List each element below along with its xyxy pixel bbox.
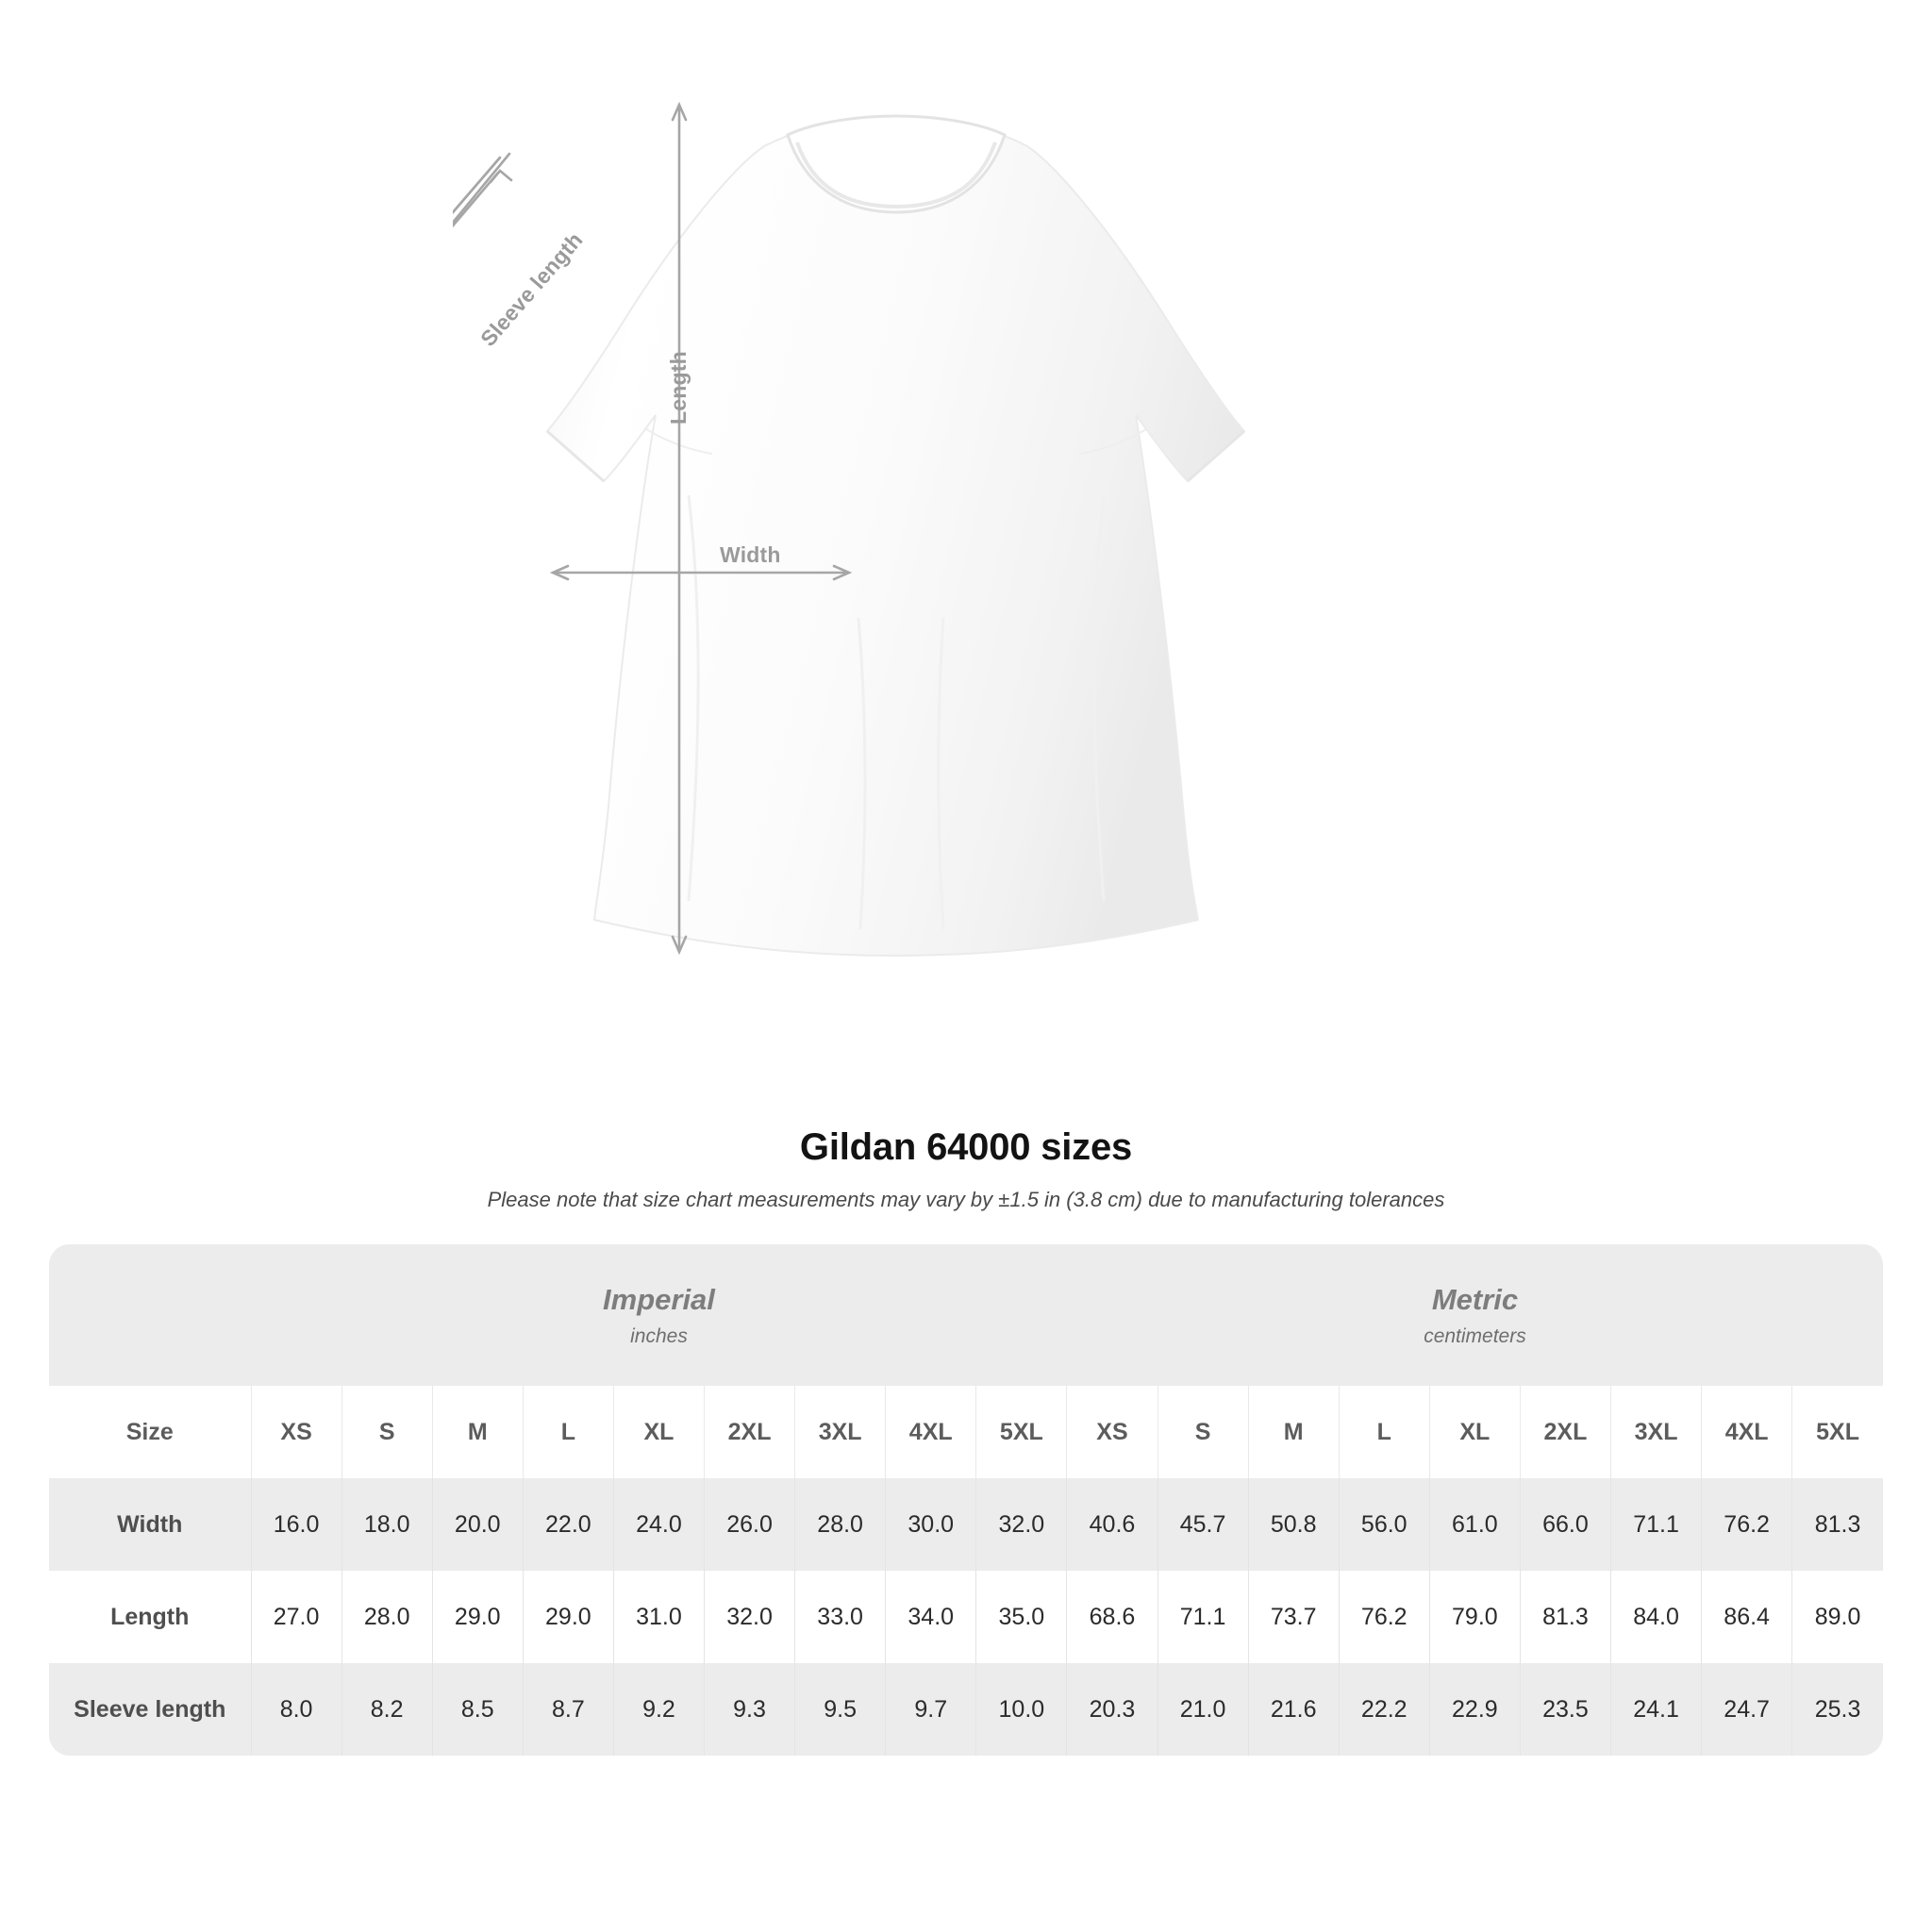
cell-width-metric-m: 50.8 bbox=[1248, 1478, 1339, 1571]
cell-width-imperial-xs: 16.0 bbox=[251, 1478, 341, 1571]
cell-length-metric-2xl: 81.3 bbox=[1520, 1571, 1610, 1663]
cell-width-metric-4xl: 76.2 bbox=[1702, 1478, 1792, 1571]
cell-length-metric-m: 73.7 bbox=[1248, 1571, 1339, 1663]
cell-sleeve-metric-l: 22.2 bbox=[1339, 1663, 1429, 1756]
unit-metric-name: Metric bbox=[1431, 1282, 1519, 1316]
cell-length-metric-3xl: 84.0 bbox=[1611, 1571, 1702, 1663]
unit-spacer bbox=[49, 1244, 251, 1386]
unit-imperial-sub: inches bbox=[630, 1324, 688, 1347]
size-col-metric-4xl: 4XL bbox=[1702, 1386, 1792, 1478]
tolerance-note: Please note that size chart measurements may vary by ±1.5 in (3.8 cm) due to manufacturing tolerances bbox=[487, 1188, 1445, 1211]
size-col-metric-m: M bbox=[1248, 1386, 1339, 1478]
row-label-length: Length bbox=[49, 1571, 251, 1663]
table-row bbox=[49, 1663, 1883, 1756]
cell-width-imperial-xl: 24.0 bbox=[613, 1478, 704, 1571]
cell-sleeve-metric-xl: 22.9 bbox=[1429, 1663, 1520, 1756]
cell-sleeve-metric-xs: 20.3 bbox=[1067, 1663, 1158, 1756]
width-label: Width bbox=[720, 542, 781, 567]
cell-width-metric-3xl: 71.1 bbox=[1611, 1478, 1702, 1571]
cell-length-metric-l: 76.2 bbox=[1339, 1571, 1429, 1663]
cell-width-imperial-3xl: 28.0 bbox=[795, 1478, 886, 1571]
cell-width-metric-xs: 40.6 bbox=[1067, 1478, 1158, 1571]
cell-length-metric-5xl: 89.0 bbox=[1792, 1571, 1883, 1663]
size-col-metric-xs: XS bbox=[1067, 1386, 1158, 1478]
cell-length-metric-s: 71.1 bbox=[1158, 1571, 1248, 1663]
cell-sleeve-imperial-s: 8.2 bbox=[341, 1663, 432, 1756]
cell-width-metric-l: 56.0 bbox=[1339, 1478, 1429, 1571]
unit-metric bbox=[1067, 1244, 1883, 1386]
unit-header-row bbox=[49, 1244, 1883, 1386]
cell-width-imperial-l: 22.0 bbox=[523, 1478, 613, 1571]
cell-length-imperial-4xl: 34.0 bbox=[886, 1571, 976, 1663]
size-header-row bbox=[49, 1386, 1883, 1478]
cell-width-metric-5xl: 81.3 bbox=[1792, 1478, 1883, 1571]
cell-length-metric-4xl: 86.4 bbox=[1702, 1571, 1792, 1663]
cell-width-metric-s: 45.7 bbox=[1158, 1478, 1248, 1571]
size-col-metric-s: S bbox=[1158, 1386, 1248, 1478]
cell-sleeve-imperial-4xl: 9.7 bbox=[886, 1663, 976, 1756]
unit-imperial bbox=[251, 1244, 1067, 1386]
cell-length-imperial-xl: 31.0 bbox=[613, 1571, 704, 1663]
cell-width-imperial-m: 20.0 bbox=[432, 1478, 523, 1571]
cell-length-metric-xs: 68.6 bbox=[1067, 1571, 1158, 1663]
cell-length-metric-xl: 79.0 bbox=[1429, 1571, 1520, 1663]
cell-width-imperial-4xl: 30.0 bbox=[886, 1478, 976, 1571]
sleeve-length-label: Sleeve length bbox=[475, 227, 588, 352]
tshirt-image bbox=[453, 90, 1491, 1075]
cell-sleeve-metric-3xl: 24.1 bbox=[1611, 1663, 1702, 1756]
cell-sleeve-imperial-3xl: 9.5 bbox=[795, 1663, 886, 1756]
cell-sleeve-imperial-m: 8.5 bbox=[432, 1663, 523, 1756]
cell-sleeve-metric-4xl: 24.7 bbox=[1702, 1663, 1792, 1756]
cell-width-imperial-s: 18.0 bbox=[341, 1478, 432, 1571]
size-col-imperial-m: M bbox=[432, 1386, 523, 1478]
cell-length-imperial-xs: 27.0 bbox=[251, 1571, 341, 1663]
size-col-imperial-s: S bbox=[341, 1386, 432, 1478]
cell-length-imperial-s: 28.0 bbox=[341, 1571, 432, 1663]
table-row bbox=[49, 1571, 1883, 1663]
size-col-imperial-3xl: 3XL bbox=[795, 1386, 886, 1478]
size-col-imperial-2xl: 2XL bbox=[705, 1386, 795, 1478]
cell-length-imperial-3xl: 33.0 bbox=[795, 1571, 886, 1663]
size-col-metric-2xl: 2XL bbox=[1520, 1386, 1610, 1478]
cell-length-imperial-l: 29.0 bbox=[523, 1571, 613, 1663]
cell-length-imperial-m: 29.0 bbox=[432, 1571, 523, 1663]
size-col-metric-xl: XL bbox=[1429, 1386, 1520, 1478]
length-label: Length bbox=[666, 351, 691, 425]
size-col-imperial-xl: XL bbox=[613, 1386, 704, 1478]
size-col-metric-5xl: 5XL bbox=[1792, 1386, 1883, 1478]
cell-width-imperial-2xl: 26.0 bbox=[705, 1478, 795, 1571]
size-col-metric-3xl: 3XL bbox=[1611, 1386, 1702, 1478]
unit-imperial-name: Imperial bbox=[603, 1282, 715, 1316]
cell-length-imperial-2xl: 32.0 bbox=[705, 1571, 795, 1663]
cell-sleeve-metric-5xl: 25.3 bbox=[1792, 1663, 1883, 1756]
cell-sleeve-imperial-xl: 9.2 bbox=[613, 1663, 704, 1756]
cell-sleeve-imperial-xs: 8.0 bbox=[251, 1663, 341, 1756]
page-title: Gildan 64000 sizes bbox=[799, 1126, 1133, 1168]
table-row bbox=[49, 1478, 1883, 1571]
cell-sleeve-metric-m: 21.6 bbox=[1248, 1663, 1339, 1756]
cell-sleeve-imperial-l: 8.7 bbox=[523, 1663, 613, 1756]
cell-width-imperial-5xl: 32.0 bbox=[976, 1478, 1067, 1571]
row-label-sleeve-length: Sleeve length bbox=[49, 1663, 251, 1756]
cell-length-imperial-5xl: 35.0 bbox=[976, 1571, 1067, 1663]
unit-metric-sub: centimeters bbox=[1424, 1324, 1526, 1347]
title-block bbox=[0, 1126, 1932, 1212]
cell-sleeve-metric-2xl: 23.5 bbox=[1520, 1663, 1610, 1756]
cell-width-metric-2xl: 66.0 bbox=[1520, 1478, 1610, 1571]
cell-sleeve-metric-s: 21.0 bbox=[1158, 1663, 1248, 1756]
cell-sleeve-imperial-2xl: 9.3 bbox=[705, 1663, 795, 1756]
tshirt-icon bbox=[453, 90, 1491, 1075]
cell-sleeve-imperial-5xl: 10.0 bbox=[976, 1663, 1067, 1756]
size-col-imperial-5xl: 5XL bbox=[976, 1386, 1067, 1478]
cell-width-metric-xl: 61.0 bbox=[1429, 1478, 1520, 1571]
size-col-imperial-4xl: 4XL bbox=[886, 1386, 976, 1478]
size-col-imperial-l: L bbox=[523, 1386, 613, 1478]
size-header-label: Size bbox=[49, 1386, 251, 1478]
row-label-width: Width bbox=[49, 1478, 251, 1571]
size-chart-table bbox=[49, 1244, 1883, 1756]
size-col-metric-l: L bbox=[1339, 1386, 1429, 1478]
size-col-imperial-xs: XS bbox=[251, 1386, 341, 1478]
